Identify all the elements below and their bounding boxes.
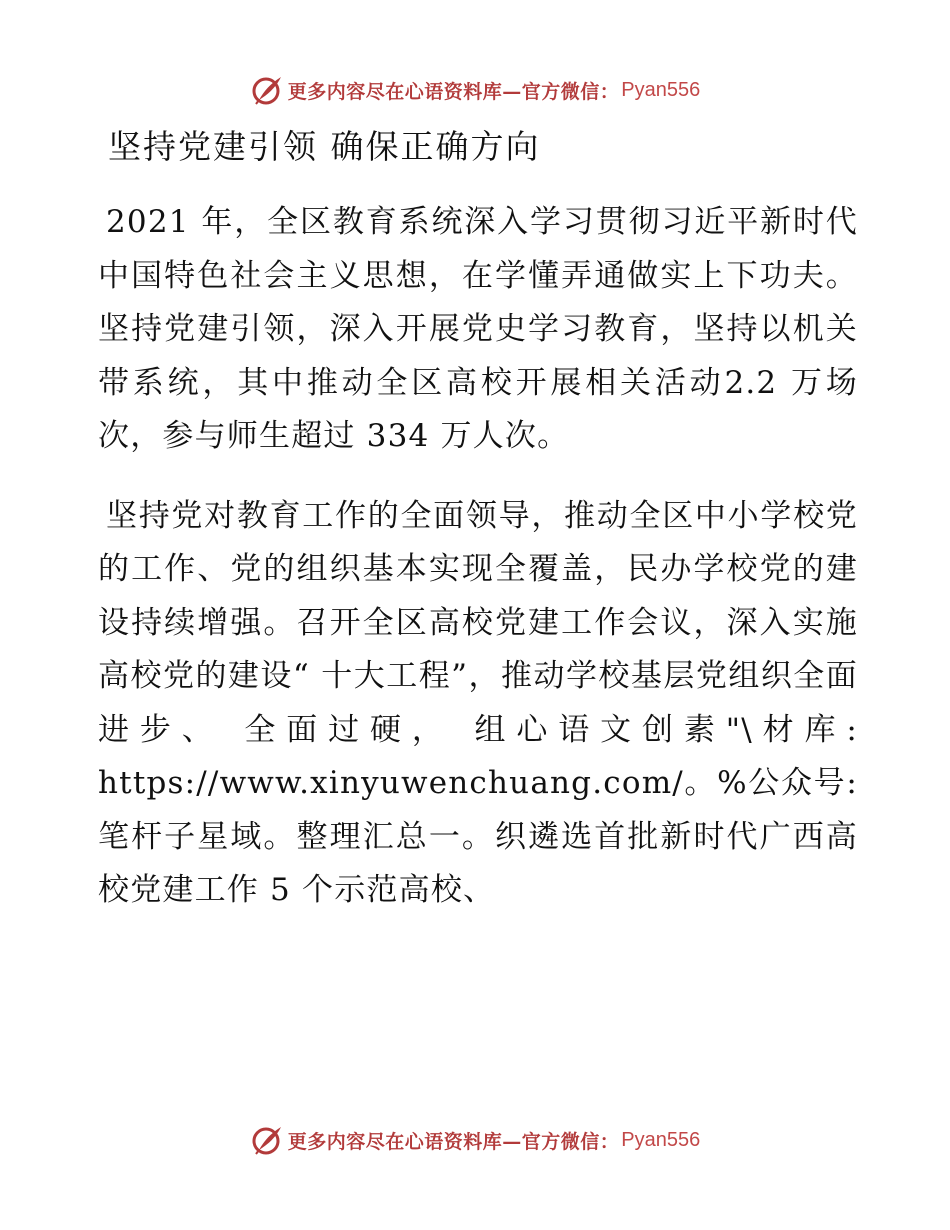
quill-logo-icon	[250, 1123, 284, 1157]
watermark-handle: Pyan556	[621, 78, 701, 101]
quill-logo-icon	[250, 73, 284, 107]
paragraph-2: 坚持党对教育工作的全面领导，推动全区中小学校党的工作、党的组织基本实现全覆盖，民办学校党的建设持续增强。召开全区高校党建工作会议，深入实施高校党的建设“ 十大工程”，推动学校基层党组织全面进步、 全面过硬， 组心语文创素"\材库: https://www.xinyuwenchuang.com/。%公众号: 笔杆子星域。整理汇总一。织遴选首批新时代广西高校党建工作 5 个示范高校、	[98, 497, 858, 908]
page-title: 坚持党建引领 确保正确方向	[108, 127, 541, 166]
paragraph-1: 2021 年，全区教育系统深入学习贯彻习近平新时代中国特色社会主义思想，在学懂弄通做实上下功夫。坚持党建引领，深入开展党史学习教育，坚持以机关带系统，其中推动全区高校开展相关活动2.2 万场次，参与师生超过 334 万人次。	[98, 204, 858, 454]
document-body	[98, 124, 858, 918]
watermark-text: 更多内容尽在心语资料库—官方微信：	[287, 1130, 620, 1153]
watermark-text: 更多内容尽在心语资料库—官方微信：	[287, 80, 620, 103]
watermark-handle: Pyan556	[621, 1128, 701, 1151]
footer-watermark	[0, 1118, 950, 1162]
header-watermark	[0, 68, 950, 112]
